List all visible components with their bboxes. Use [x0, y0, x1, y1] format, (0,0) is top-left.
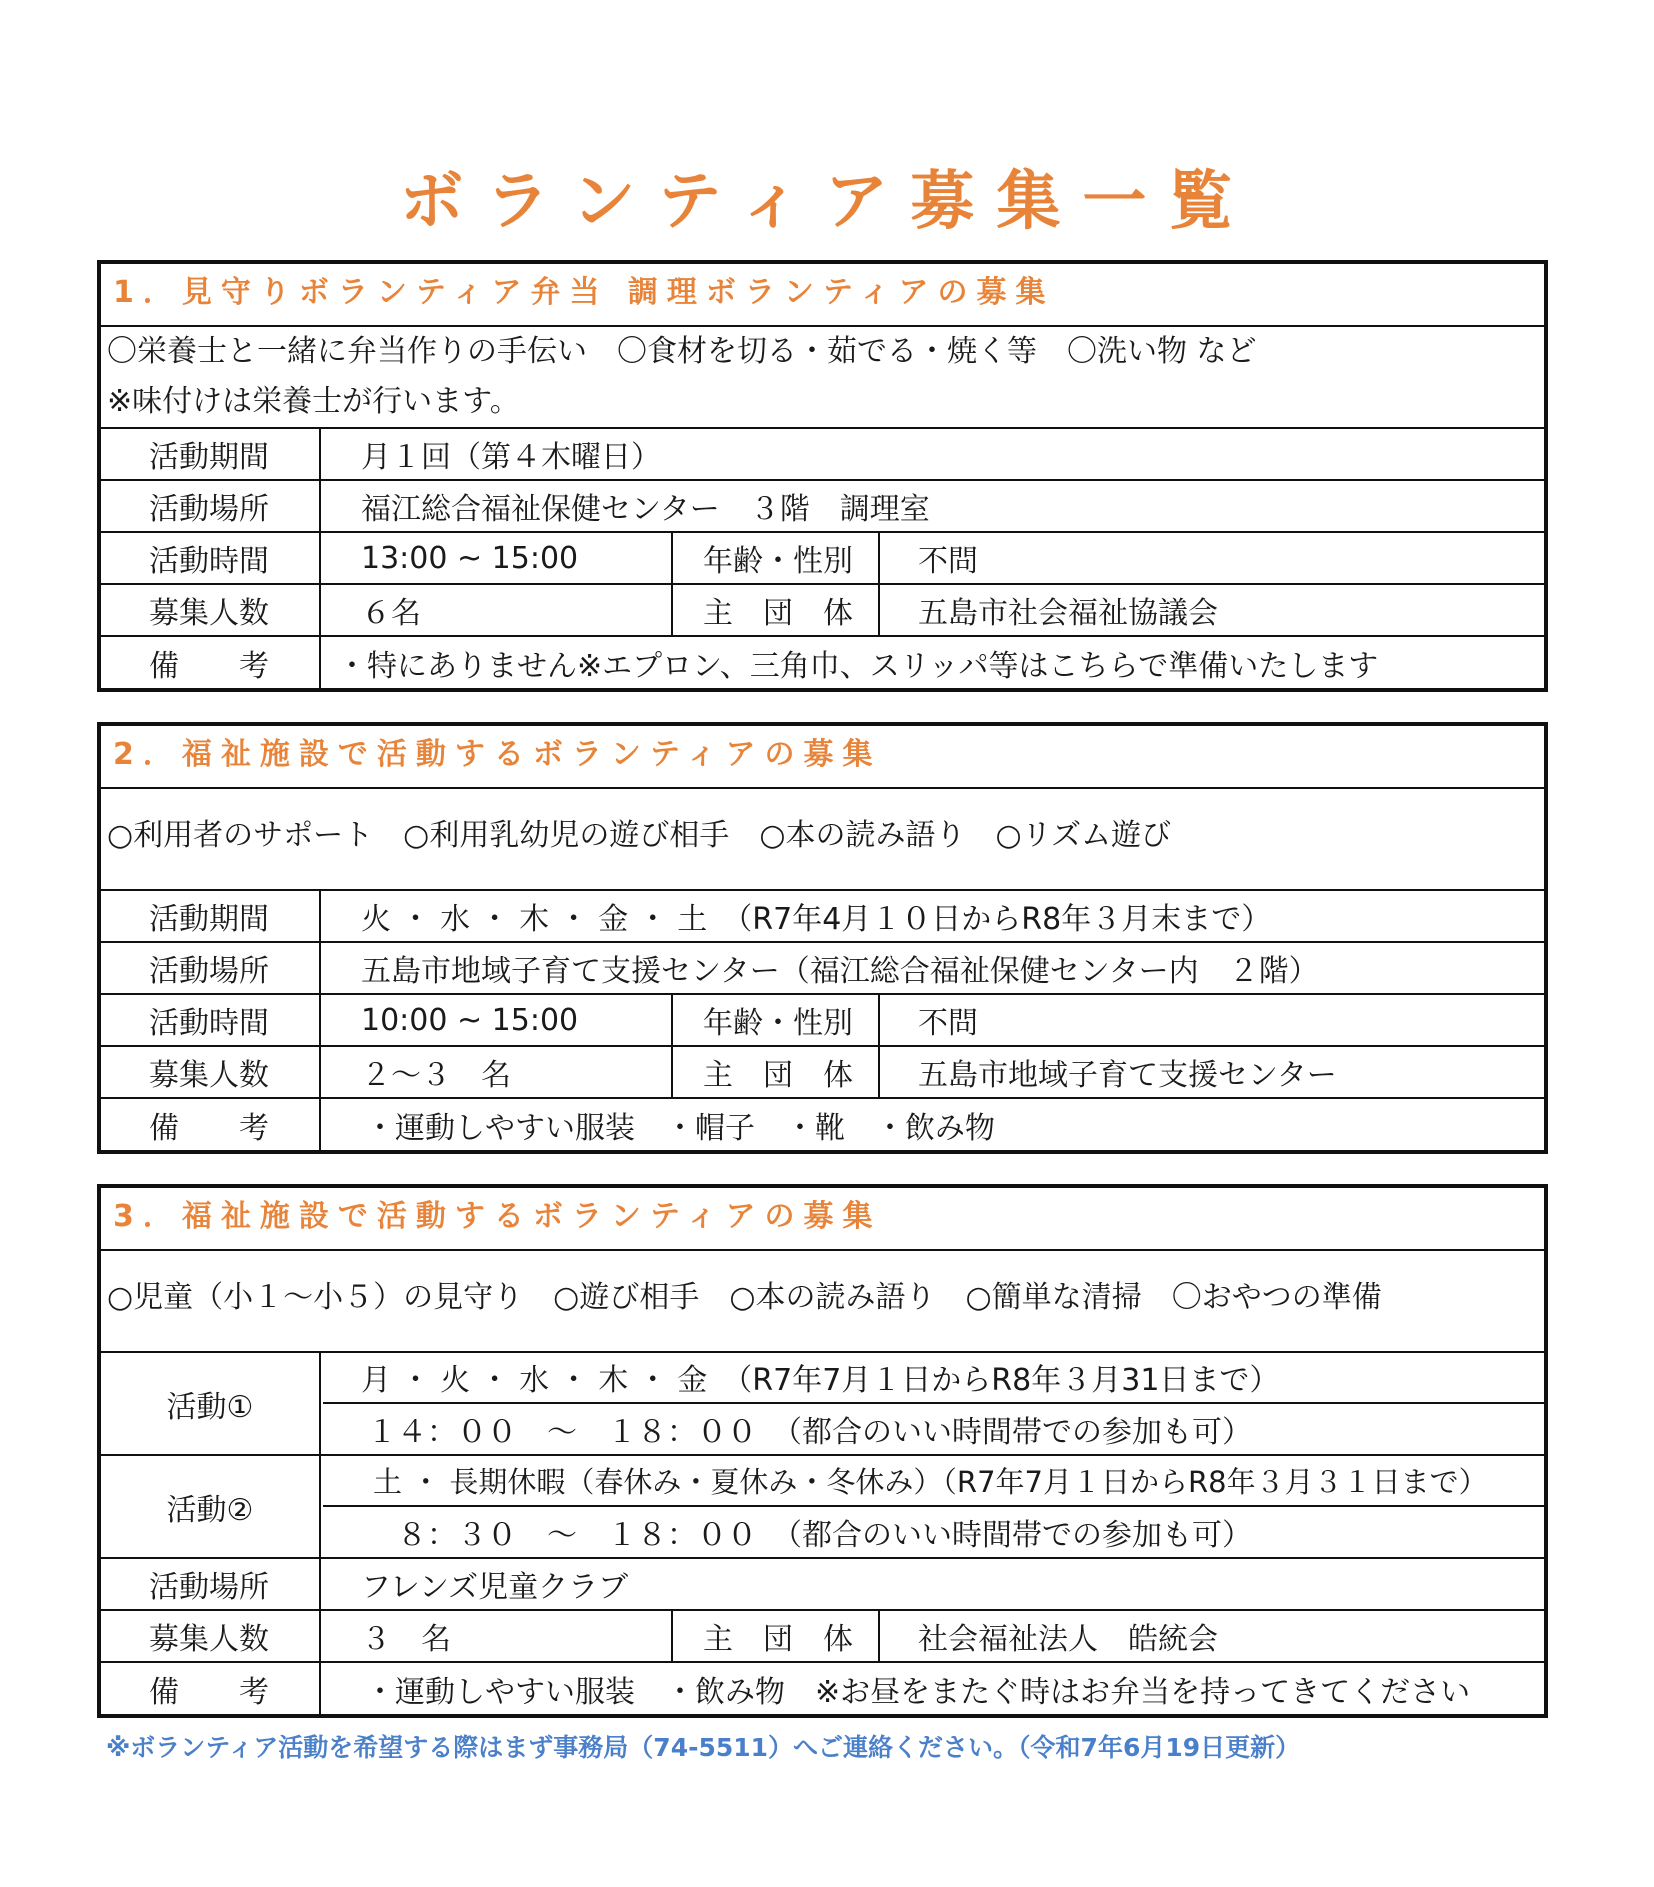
- count-value: ３ 名: [323, 1611, 673, 1661]
- period-label: 活動期間: [101, 891, 321, 941]
- time-value: 13:00 ~ 15:00: [323, 533, 673, 583]
- section-2-intro-line: ○利用者のサポート ○利用乳幼児の遊び相手 ○本の読み語り ○リズム遊び: [107, 818, 1172, 853]
- section-2-count-row: [101, 1047, 1544, 1099]
- activity-1-time: １４：００ ～ １８：００ （都合のいい時間帯での参加も可）: [367, 1414, 1252, 1450]
- place-label: 活動場所: [101, 1559, 321, 1609]
- section-1-intro-line-1: 〇栄養士と一緒に弁当作りの手伝い 〇食材を切る・茹でる・焼く等 〇洗い物 など: [107, 334, 1257, 369]
- place-value: フレンズ児童クラブ: [361, 1570, 629, 1605]
- org-label: 主 団 体: [675, 1047, 880, 1097]
- place-label: 活動場所: [101, 943, 321, 993]
- period-value: 月１回（第４木曜日）: [361, 440, 661, 475]
- section-1-note-row: [101, 637, 1544, 688]
- section-3-header: 3．福祉施設で活動するボランティアの募集: [101, 1188, 1544, 1251]
- time-value: 10:00 ~ 15:00: [323, 995, 673, 1045]
- note-label: 備 考: [101, 637, 321, 688]
- age-value: 不問: [918, 544, 978, 579]
- section-1-intro: [101, 327, 1544, 429]
- count-value: ６名: [323, 585, 673, 635]
- contact-note: ※ボランティア活動を希望する際はまず事務局（74-5511）へご連絡ください。（令和7年6月19日更新）: [106, 1733, 1301, 1762]
- note-value: ・運動しやすい服装 ・帽子 ・靴 ・飲み物: [365, 1110, 995, 1146]
- section-2-period-row: [101, 891, 1544, 943]
- activity-2-days: 土 ・ 長期休暇（春休み・夏休み・冬休み）（R7年7月１日からR8年３月３１日まで）: [323, 1456, 1544, 1507]
- org-label: 主 団 体: [675, 585, 880, 635]
- section-1-time-row: [101, 533, 1544, 585]
- section-3-table: [97, 1184, 1548, 1718]
- org-value: 五島市社会福祉協議会: [918, 596, 1218, 631]
- place-value: 福江総合福祉保健センター ３階 調理室: [361, 492, 930, 527]
- section-2-table: [97, 722, 1548, 1154]
- count-value: ２～３ 名: [323, 1047, 673, 1097]
- period-value: 火 ・ 水 ・ 木 ・ 金 ・ 土 （R7年4月１０日からR8年３月末まで）: [361, 902, 1272, 937]
- section-1-place-row: [101, 481, 1544, 533]
- section-3-activity-1-row: [101, 1353, 1544, 1456]
- section-3-intro: [101, 1251, 1544, 1353]
- count-label: 募集人数: [101, 585, 321, 635]
- section-1-table: [97, 260, 1548, 692]
- place-label: 活動場所: [101, 481, 321, 531]
- time-label: 活動時間: [101, 995, 321, 1045]
- section-2-intro: [101, 789, 1544, 891]
- section-1-count-row: [101, 585, 1544, 637]
- note-label: 備 考: [101, 1663, 321, 1714]
- page-title: ボランティア募集一覧: [399, 165, 1255, 239]
- age-label: 年齢・性別: [675, 533, 880, 583]
- org-value: 社会福祉法人 皓統会: [918, 1622, 1218, 1657]
- org-value: 五島市地域子育て支援センター: [918, 1058, 1337, 1093]
- note-value: ・特にありません※エプロン、三角巾、スリッパ等はこちらで準備いたします: [337, 648, 1379, 684]
- age-label: 年齢・性別: [675, 995, 880, 1045]
- section-2-time-row: [101, 995, 1544, 1047]
- section-1-header: 1．見守りボランティア弁当 調理ボランティアの募集: [101, 264, 1544, 327]
- activity-1-days: 月 ・ 火 ・ 水 ・ 木 ・ 金 （R7年7月１日からR8年３月31日まで）: [323, 1353, 1544, 1404]
- org-label: 主 団 体: [675, 1611, 880, 1661]
- section-1-period-row: [101, 429, 1544, 481]
- section-3-intro-line: ○児童（小１～小５）の見守り ○遊び相手 ○本の読み語り ○簡単な清掃 〇おやつの準備: [107, 1280, 1382, 1315]
- period-label: 活動期間: [101, 429, 321, 479]
- activity-2-label: 活動②: [101, 1456, 321, 1557]
- time-label: 活動時間: [101, 533, 321, 583]
- section-2-header: 2．福祉施設で活動するボランティアの募集: [101, 726, 1544, 789]
- count-label: 募集人数: [101, 1047, 321, 1097]
- section-3-note-row: [101, 1663, 1544, 1714]
- activity-1-label: 活動①: [101, 1353, 321, 1454]
- section-1-intro-line-2: ※味付けは栄養士が行います。: [107, 384, 520, 419]
- note-label: 備 考: [101, 1099, 321, 1150]
- section-3-activity-2-row: [101, 1456, 1544, 1559]
- section-2-place-row: [101, 943, 1544, 995]
- place-value: 五島市地域子育て支援センター（福江総合福祉保健センター内 ２階）: [361, 954, 1319, 989]
- note-value: ・運動しやすい服装 ・飲み物 ※お昼をまたぐ時はお弁当を持ってきてください: [365, 1674, 1471, 1710]
- count-label: 募集人数: [101, 1611, 321, 1661]
- section-3-count-row: [101, 1611, 1544, 1663]
- section-3-place-row: [101, 1559, 1544, 1611]
- activity-2-time: ８：３０ ～ １８：００ （都合のいい時間帯での参加も可）: [397, 1517, 1252, 1553]
- age-value: 不問: [918, 1006, 978, 1041]
- section-2-note-row: [101, 1099, 1544, 1150]
